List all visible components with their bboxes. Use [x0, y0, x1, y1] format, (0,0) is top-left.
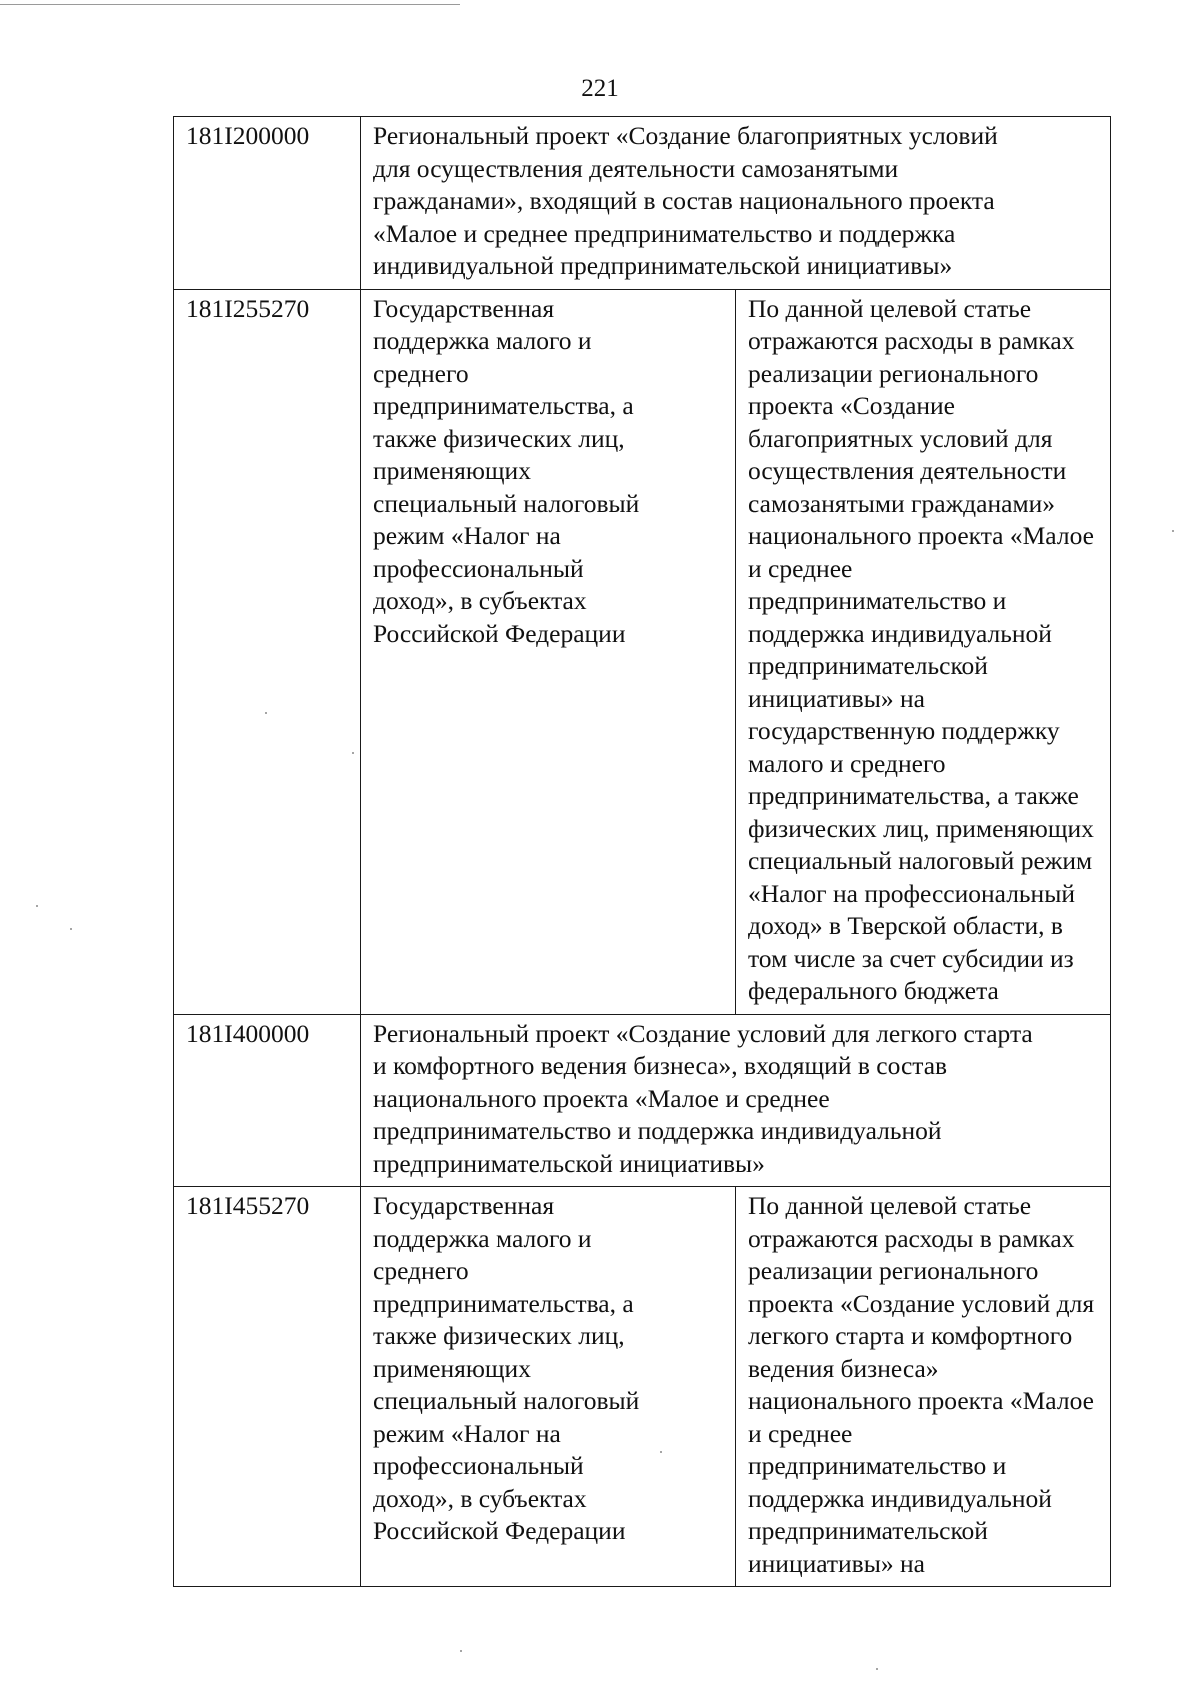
top-edge-rule: [0, 4, 460, 5]
scan-speck: [265, 712, 267, 714]
scan-speck: [36, 905, 38, 907]
page-number: 221: [581, 75, 619, 102]
target-article-description: [736, 289, 1111, 1014]
target-article-code: 181I455270: [174, 1187, 361, 1587]
scan-speck: [876, 1668, 878, 1670]
section-title-text: Региональный проект «Создание условий для легкого старта и комфортного ведения бизнеса», входящий в состав национального проекта «Малое и среднее предпринимательство и поддержка индивидуальной предпринимательской инициативы»: [373, 1018, 1033, 1178]
section-title: [361, 1014, 1111, 1187]
target-article-name-text: Государственная поддержка малого и среднего предпринимательства, а также физических лиц, применяющих специальный налоговый режим «Налог на профессиональный доход», в субъектах Российской Федерации: [373, 1191, 640, 1545]
target-article-name: [361, 289, 736, 1014]
target-article-name-text: Государственная поддержка малого и среднего предпринимательства, а также физических лиц, применяющих специальный налоговый режим «Налог на профессиональный доход», в субъектах Российской Федерации: [373, 293, 640, 648]
target-article-code: 181I200000: [174, 117, 361, 290]
section-title-text: Региональный проект «Создание благоприятных условий для осуществления деятельности самозанятыми гражданами», входящий в состав национального проекта «Малое и среднее предпринимательство и поддержка индивидуальной предпринимательской инициативы»: [373, 121, 998, 280]
target-article-description-text: По данной целевой статье отражаются расходы в рамках реализации регионального проекта «Создание благоприятных условий для осуществления деятельности самозанятыми гражданами» национального проекта «Малое и среднее предпринимательство и поддержка индивидуальной предпринимательской инициативы» на государственную поддержку малого и среднего предпринимательства, а также физических лиц, применяющих специальный налоговый режим «Налог на профессиональный доход» в Тверской области, в том числе за счет субсидии из федерального бюджета: [748, 293, 1094, 1005]
budget-classification-table: [173, 116, 1111, 1587]
target-article-name: [361, 1187, 736, 1587]
target-article-description: [736, 1187, 1111, 1587]
scan-speck: [70, 928, 72, 930]
table-row-section: [174, 1014, 1111, 1187]
scan-speck: [660, 1451, 662, 1453]
target-article-description-text: По данной целевой статье отражаются расходы в рамках реализации регионального проекта «Создание условий для легкого старта и комфортного ведения бизнеса» национального проекта «Малое и среднее предпринимательство и поддержка индивидуальной предпринимательской инициативы» на: [748, 1191, 1095, 1578]
scan-speck: [1172, 530, 1174, 532]
section-title: [361, 117, 1111, 290]
scan-speck: [460, 1650, 462, 1652]
table-row-item: [174, 289, 1111, 1014]
target-article-code: 181I255270: [174, 289, 361, 1014]
table-row-item: [174, 1187, 1111, 1587]
target-article-code: 181I400000: [174, 1014, 361, 1187]
scan-speck: [352, 752, 354, 754]
table-row-section: [174, 117, 1111, 290]
